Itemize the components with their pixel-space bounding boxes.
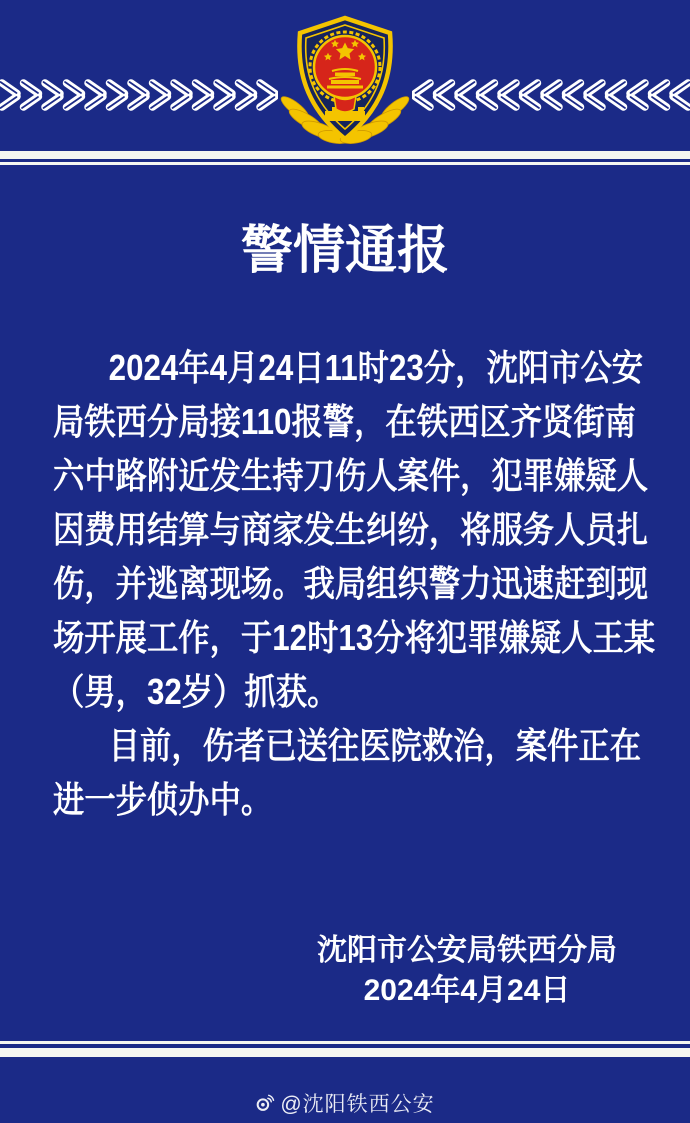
notice-body-line: （男，32岁）抓获。 (53, 671, 339, 712)
notice-body-line: 2024年4月24日11时23分，沈阳市公安 (108, 347, 644, 388)
watermark (0, 1088, 690, 1118)
notice-body-line: 目前，伤者已送往医院救治，案件正在 (108, 725, 642, 766)
notice-body-line: 因费用结算与商家发生纠纷，将服务人员扎 (53, 509, 649, 550)
bottom-stripe-thick (0, 1048, 690, 1057)
notice-title: 警情通报 (240, 222, 449, 280)
bottom-stripe-thin (0, 1041, 690, 1044)
police-badge-emblem-icon (275, 12, 415, 146)
notice-body-line: 进一步侦办中。 (53, 779, 273, 820)
notice-body (53, 341, 680, 827)
top-stripe-thick (0, 151, 690, 159)
weibo-icon (255, 1093, 275, 1113)
issue-date: 2024年4月24日 (363, 974, 571, 1007)
top-stripe-thin (0, 162, 690, 165)
feather-chevrons-right-band-icon (412, 75, 690, 115)
notice-body-line: 场开展工作，于12时13分将犯罪嫌疑人王某 (53, 617, 656, 658)
issuer-name: 沈阳市公安局铁西分局 (317, 934, 617, 967)
notice-body-line: 局铁西分局接110报警，在铁西区齐贤街南 (53, 401, 636, 442)
notice-body-line: 伤，并逃离现场。我局组织警力迅速赶到现 (53, 563, 649, 604)
watermark-handle: @沈阳铁西公安 (280, 1093, 435, 1116)
notice-body-line: 六中路附近发生持刀伤人案件，犯罪嫌疑人 (53, 455, 649, 496)
signature-block (317, 931, 617, 1011)
feather-chevrons-left-band-icon (0, 75, 278, 115)
